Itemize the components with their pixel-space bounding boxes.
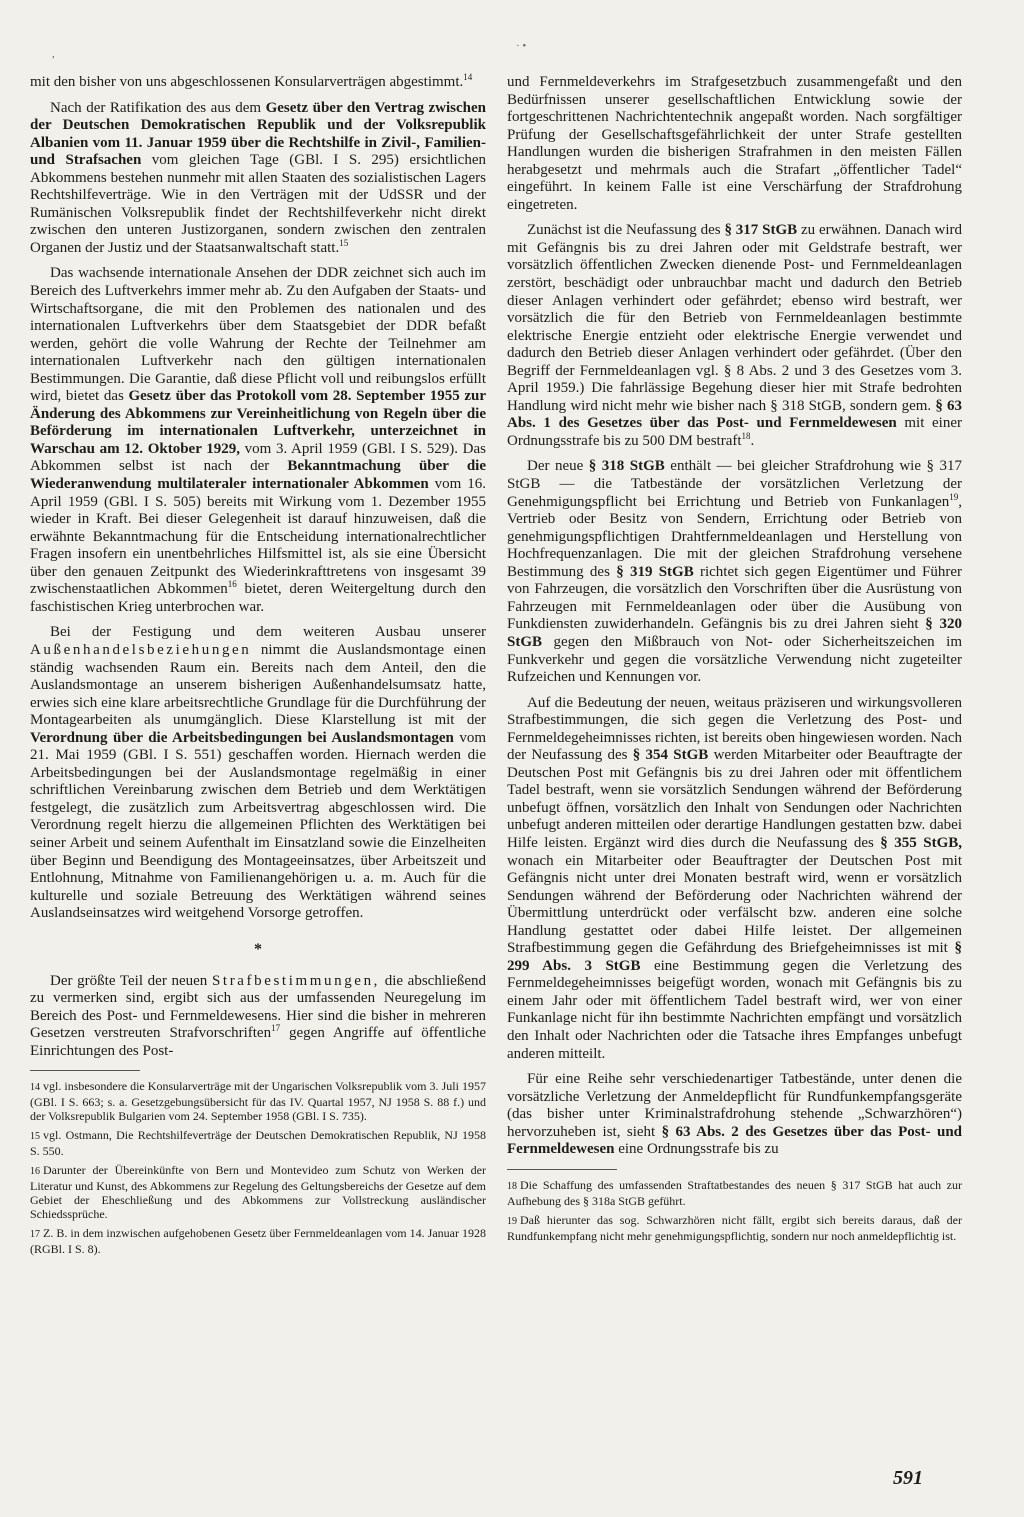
footnote-rule (30, 1070, 140, 1071)
paragraph: Auf die Bedeutung der neuen, weitaus präziseren und wirkungsvolleren Strafbestimmungen, die sich gegen die Verletzung des Post- und Fernmeldegeheimnisses richten, ist bereits oben hingewiesen worden. Nach der Neufassung des § 354 StGB werden Mitarbeiter oder Beauftragte der Deutschen Post mit Gefängnis bis zu drei Jahren oder mit öffentlichem Tadel bestraft, wenn sie vorsätzlich Sendungen während der Beförderung unbefugt öffnen, vorsätzlich den Inhalt von Sendungen oder Nachrichten unbefugt anderen mitteilen oder derartige Handlungen gestatten bzw. dabei Hilfe leisten. Ergänzt wird dies durch die Neufassung des § 355 StGB, wonach ein Mitarbeiter oder Beauftragter der Deutschen Post mit Gefängnis nicht unter drei Monaten bestraft wird, wenn er vorsätzlich Sendungen während der Beförderung oder Nachrichten während der Übermittlung unterdrückt oder verfälscht bzw. anderen eine solche Handlung gestattet oder dabei Hilfe leistet. Der allgemeinen Strafbestimmung gegen die Gefährdung des Briefgeheimnisses ist mit § 299 Abs. 3 StGB eine Bestimmung gegen die Verletzung des Fernmeldegeheimnisses beigefügt worden, wonach mit Gefängnis bis zu einem Jahr oder mit öffentlichem Tadel bestraft wird, wer von einer Funkanlage nicht für ihn bestimmte Nachrichten empfängt und vorsätzlich den Inhalt oder Nachrichten oder die Tatsache ihres Empfanges unbefugt anderen mitteilt. (507, 694, 963, 1062)
paragraph: Der größte Teil der neuen Strafbestimmungen, die abschließend zu vermerken sind, ergibt sich aus der umfassenden Neuregelung im Bereich des Post- und Fernmeldewesens. Hier sind die bisher in mehreren Gesetzen verstreuten Strafvorschriften$^{17}$ gegen Angriffe auf öffentliche Einrichtungen des Post- (30, 972, 486, 1059)
paragraph: Zunächst ist die Neufassung des § 317 StGB zu erwähnen. Danach wird mit Gefängnis bis zu drei Jahren oder mit Geldstrafe bestraft, wer vorsätzlich öffentlichen Zwecken dienende Post- und Fernmeldeanlagen zerstört, beschädigt oder unbrauchbar macht und dadurch den Betrieb dieser Anlagen verhindert oder gefährdet; ebenso wird bestraft, wer vorsätzlich die für den Betrieb von Fernmeldeanlagen bestimmte elektrische Energie entzieht oder elektrische Energie verwendet und dadurch den Betrieb dieser Anlagen verhindert oder gefährdet. (Über den Begriff der Fernmeldeanlagen vgl. § 8 Abs. 2 und 3 des Gesetzes vom 3. April 1959.) Die fahrlässige Begehung dieser hier mit Strafe bedrohten Handlung wird nicht mehr wie bisher nach § 318 StGB, sondern gem. § 63 Abs. 1 des Gesetzes über das Post- und Fernmeldewesen mit einer Ordnungsstrafe bis zu 500 DM bestraft$^{18}$. (507, 222, 963, 449)
footnotes-right (507, 1178, 962, 1243)
section-divider-star: * (254, 940, 262, 958)
paragraph: und Fernmeldeverkehrs im Strafgesetzbuch zusammengefaßt und den Bedürfnissen unserer gesellschaftlichen Entwicklung sowie der fortgeschrittenen Nachrichtentechnik angepaßt worden. Nach sorgfältiger Prüfung der Gesellschaftsgefährlichkeit der unter Strafe gestellten Handlungen wurden die bisherigen Strafrahmen in den meisten Fällen herabgesetzt und mehrmals auch die Strafart „öffentlicher Tadel“ eingeführt. In keinem Falle ist eine Verschärfung der Strafdrohung eingetreten. (507, 74, 962, 213)
paragraph: Bei der Festigung und dem weiteren Ausbau unserer Außenhandelsbeziehungen nimmt die Auslandsmontage einen ständig wachsenden Raum ein. Bereits nach dem Anteil, den die Auslandsmontage an unserem bisherigen Außenhandelsumsatz hatte, erwies sich eine klare arbeitsrechtliche Grundlage für die Durchführung der Montagearbeiten als unumgänglich. Diese Klarstellung ist mit der Verordnung über die Arbeitsbedingungen bei Auslandsmontagen vom 21. Mai 1959 (GBl. I S. 551) geschaffen worden. Hiernach werden die Arbeitsbedingungen bei der Auslandsmontage regelmäßig in einer schriftlichen Vereinbarung zwischen dem Betrieb und dem Werktätigen festgelegt, die zusätzlich zum Arbeitsvertrag abgeschlossen wird. Die Verordnung regelt hierzu die allgemeinen Pflichten des Werktätigen bei seiner Arbeit und seinem Aufenthalt im Einsatzland sowie die Einzelheiten über Beginn und Beendigung des Montageeinsatzes, über Arbeitszeit und Entlohnung, Mitnahme von Familienangehörigen u. a. m. Auch für die kulturelle und soziale Betreuung des Werktätigen während seines Auslandseinsatzes wird weitgehend Vorsorge getroffen. (30, 624, 486, 922)
left-column (30, 74, 486, 1261)
footnote: 19 Daß hierunter das sog. Schwarzhören nicht fällt, ergibt sich bereits daraus, daß der Rundfunkempfang nicht mehr genehmigungspflichtig, sondern nur noch anmeldepflichtig ist. (507, 1212, 962, 1243)
footnotes-left (30, 1079, 486, 1256)
right-column (507, 74, 962, 1248)
paragraph: Für eine Reihe sehr verschiedenartiger Tatbestände, unter denen die vorsätzliche Verletzung der Anmeldepflicht für Rundfunkempfangsgeräte (das bisher unter Kriminalstrafdrohung stehende „Schwarzhören“) hervorzuheben ist, sieht § 63 Abs. 2 des Gesetzes über das Post- und Fernmeldewesen eine Ordnungsstrafe bis zu (507, 1071, 963, 1158)
footnote-rule (507, 1169, 617, 1170)
footnote: 14 vgl. insbesondere die Konsularverträge mit der Ungarischen Volksrepublik vom 3. Juli 1957 (GBl. I S. 663; s. a. Gesetzgebungsübersicht für das IV. Quartal 1957, NJ 1958 S. 88 f.) und der Volksrepublik Bulgarien vom 24. September 1958 (GBl. I S. 735). (30, 1079, 486, 1124)
footnote-ref[interactable]: 16 (227, 579, 237, 590)
footnote-ref[interactable]: 18 (741, 430, 751, 441)
footnote: 16 Darunter der Übereinkünfte von Bern und Montevideo zum Schutz von Werken der Literatur und Kunst, des Abkommens zur Regelung des Geltungsbereichs der Gesetze auf dem Gebiet der Eheschließung und des Abkommens zur Vollstreckung ausländischer Schiedssprüche. (30, 1163, 486, 1222)
page-number: 591 (893, 1467, 923, 1489)
paragraph: Der neue § 318 StGB enthält — bei gleicher Strafdrohung wie § 317 StGB — die Tatbestände der vorsätzlichen Verletzung der Genehmigungspflicht bei Errichtung und Betrieb von Funkanlagen$^{19}$, Vertrieb oder Besitz von Sendern, Errichtung oder Betrieb von genehmigungspflichtigen Drahtfernmeldeanlagen und Herstellung von Hochfrequenzanlagen. Die mit der gleichen Strafdrohung versehene Bestimmung des § 319 StGB richtet sich gegen Eigentümer und Führer von Fahrzeugen, die vorsätzlich den Vorschriften über die Ausrüstung von Fahrzeugen mit Fernmeldeanlagen oder über die Ausübung von Funkdiensten zuwiderhandeln. Gefängnis bis zu drei Jahren sieht § 320 StGB gegen den Mißbrauch von Not- oder Sicherheitszeichen im Funkverkehr und gegen die vorsätzliche Verwendung nicht zugeteilter Rufzeichen und Kennungen vor. (507, 458, 963, 686)
footnote: 18 Die Schaffung des umfassenden Straftatbestandes des neuen § 317 StGB hat auch zur Aufhebung des § 318a StGB geführt. (507, 1177, 962, 1208)
footnote-ref[interactable]: 15 (339, 237, 349, 248)
footnote-ref[interactable]: 14 (463, 72, 473, 82)
footnote: 17 Z. B. in dem inzwischen aufgehobenen Gesetz über Fernmeldeanlagen vom 14. Januar 1928 (RGBl. I S. 8). (30, 1226, 486, 1257)
footnote-ref[interactable]: 19 (949, 491, 959, 502)
scan-mark-top: · • (516, 40, 527, 52)
scan-mark-left: , (52, 48, 55, 60)
footnote: 15 vgl. Ostmann, Die Rechtshilfeverträge der Deutschen Demokratischen Republik, NJ 1958 S. 550. (30, 1128, 486, 1159)
footnote-ref[interactable]: 17 (271, 1023, 281, 1034)
paragraph: Nach der Ratifikation des aus dem Gesetz über den Vertrag zwischen der Deutschen Demokratischen Republik und der Volksrepublik Albanien vom 11. Januar 1959 über die Rechtshilfe in Zivil-, Familien- und Strafsachen vom gleichen Tage (GBl. I S. 295) ersichtlichen Abkommens bestehen nunmehr mit allen Staaten des sozialistischen Lagers Rechtshilfeverträge. Wie in den Verträgen mit der UdSSR und der Rumänischen Volksrepublik findet der Rechtshilfeverkehr nicht direkt zwischen den unteren Justizorganen, sondern zwischen den zentralen Organen der Justiz und der Staatsanwaltschaft statt.$^{15}$ (30, 99, 486, 256)
paragraph: mit den bisher von uns abgeschlossenen Konsularverträgen abgestimmt.$^{14}$ (30, 72, 473, 90)
paragraph: Das wachsende internationale Ansehen der DDR zeichnet sich auch im Bereich des Luftverkehrs immer mehr ab. Zu den Aufgaben der Staats- und Wirtschaftsorgane, die mit den Problemen des nationalen und des internationalen Luftverkehrs über dem Staatsgebiet der DDR befaßt werden, gehört die volle Wahrung der Rechte der Teilnehmer am internationalen Luftverkehr nach den gültigen internationalen Bestimmungen. Die Garantie, daß diese Pflicht voll und reibungslos erfüllt wird, bietet das Gesetz über das Protokoll vom 28. September 1955 zur Änderung des Abkommens zur Vereinheitlichung von Regeln über die Beförderung im internationalen Luftverkehr, unterzeichnet in Warschau am 12. Oktober 1929, vom 3. April 1959 (GBl. I S. 529). Das Abkommen selbst ist nach der Bekanntmachung über die Wiederanwendung multilateraler internationaler Abkommen vom 16. April 1959 (GBl. I S. 505) bereits mit Wirkung vom 1. Dezember 1955 wieder in Kraft. Bei dieser Gelegenheit ist darauf hinzuweisen, daß die erwähnte Bekanntmachung für die Entscheidung internationalrechtlicher Fragen insofern ein unentbehrliches Hilfsmittel ist, als sie eine Übersicht über den genauen Zeitpunkt des Wiederinkrafttretens von insgesamt 39 zwischenstaatlichen Abkommen$^{16}$ bietet, deren Weitergeltung durch den faschistischen Krieg unterbrochen war. (30, 265, 486, 615)
